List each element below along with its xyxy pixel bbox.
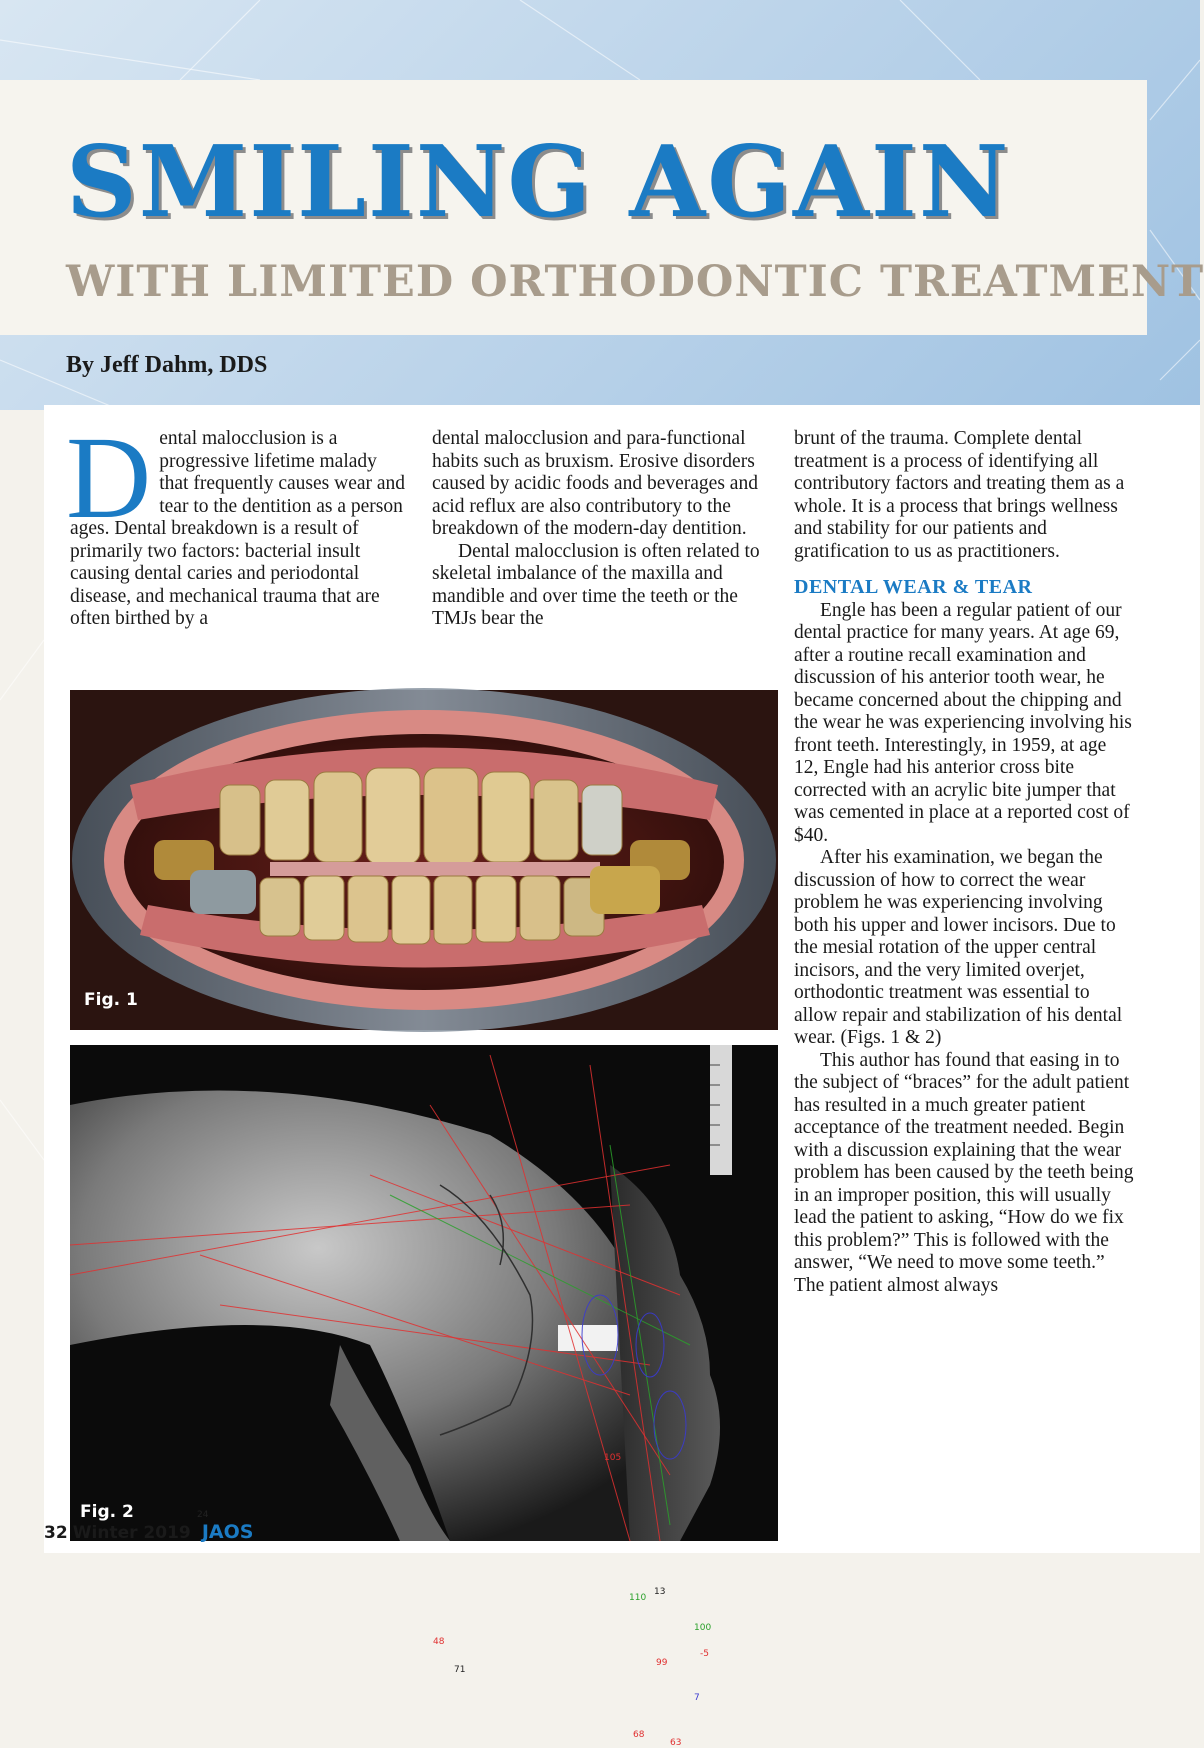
ceph-value-105: 105: [604, 1453, 622, 1463]
paragraph-intro: ental malocclusion is a progressive lifetime malady that frequently causes wear and tear to the dentition as a person ages. Dental breakdown is a result of primarily two factors: bacterial insult causing dental caries and periodontal disease, and mechanical trauma that are often birthed by a: [70, 428, 406, 629]
ceph-value-99: 99: [656, 1658, 668, 1668]
ceph-value-13: 13: [654, 1587, 666, 1597]
section-heading: DENTAL WEAR & TEAR: [794, 576, 1033, 598]
text-column-1: [66, 412, 408, 631]
ceph-value-minus-5: -5: [700, 1649, 709, 1659]
text-column-3: [794, 428, 1134, 1297]
ceph-value-48: 48: [433, 1637, 445, 1647]
ceph-value-100: 100: [694, 1623, 712, 1633]
teeth-illustration: [70, 690, 778, 1030]
ceph-value-7: 7: [694, 1693, 700, 1703]
ceph-value-24: 24: [197, 1510, 209, 1520]
figure-1-teeth-photo: [70, 690, 778, 1030]
paragraph-examination: After his examination, we began the discussion of how to correct the wear problem he was experiencing involving both his upper and lower incisors. Due to the mesial rotation of the upper central incisors, and the very limited overjet, orthodontic treatment was essential to allow repair and stabilization of his dental wear. (Figs. 1 & 2): [794, 847, 1123, 1048]
paragraph-skeletal: Dental malocclusion is often related to skeletal imbalance of the maxilla and mandible and over time the teeth or the TMJs bear the: [432, 540, 760, 629]
ceph-value-110: 110: [629, 1593, 647, 1603]
ceph-value-68: 68: [633, 1730, 645, 1740]
issue-label: Winter 2019: [72, 1523, 191, 1543]
paragraph-engle: Engle has been a regular patient of our dental practice for many years. At age 69, after a routine recall examination and discussion of his anterior tooth wear, he became concerned about the chipping and the wear he was experiencing involving his front teeth. Interestingly, in 1959, at age 12, Engle had his anterior cross bite corrected with an acrylic bite jumper that was cemented in place at a reported cost of $40.: [794, 599, 1132, 846]
figure-2-label: Fig. 2: [80, 1502, 134, 1522]
text-column-2: [432, 428, 770, 631]
page-number: 32: [44, 1523, 68, 1543]
ceph-value-63: 63: [670, 1738, 682, 1748]
drop-cap: D: [66, 412, 152, 543]
page-footer: [44, 1521, 253, 1543]
paragraph-braces: This author has found that easing in to the subject of “braces” for the adult patient has resulted in a much greater patient acceptance of the treatment needed. Begin with a discussion explaining that the wear problem has been caused by the teeth being in an improper position, this will usually lead the patient to asking, “How do we fix this problem?” This is followed with the answer, “We need to move some teeth.” The patient almost always: [794, 1049, 1134, 1296]
article-title: SMILING AGAIN: [66, 125, 1011, 240]
paragraph-continuation: dental malocclusion and para-functional habits such as bruxism. Erosive disorders caused by acidic foods and beverages and acid reflux are also contributory to the breakdown of the modern-day dentition.: [432, 428, 758, 539]
ceph-value-71: 71: [454, 1665, 466, 1675]
xray-illustration: [70, 1045, 778, 1541]
byline: By Jeff Dahm, DDS: [66, 352, 268, 378]
paragraph-brunt: brunt of the trauma. Complete dental treatment is a process of identifying all contributory factors and treating them as a whole. It is a process that brings wellness and stability for our patients and gratification to us as practitioners.: [794, 428, 1125, 562]
figure-1-label: Fig. 1: [84, 990, 138, 1010]
article-subtitle: WITH LIMITED ORTHODONTIC TREATMENT: [66, 257, 1204, 307]
publication-brand: JAOS: [201, 1521, 254, 1543]
figure-2-cephalometric-xray: [70, 1045, 778, 1748]
